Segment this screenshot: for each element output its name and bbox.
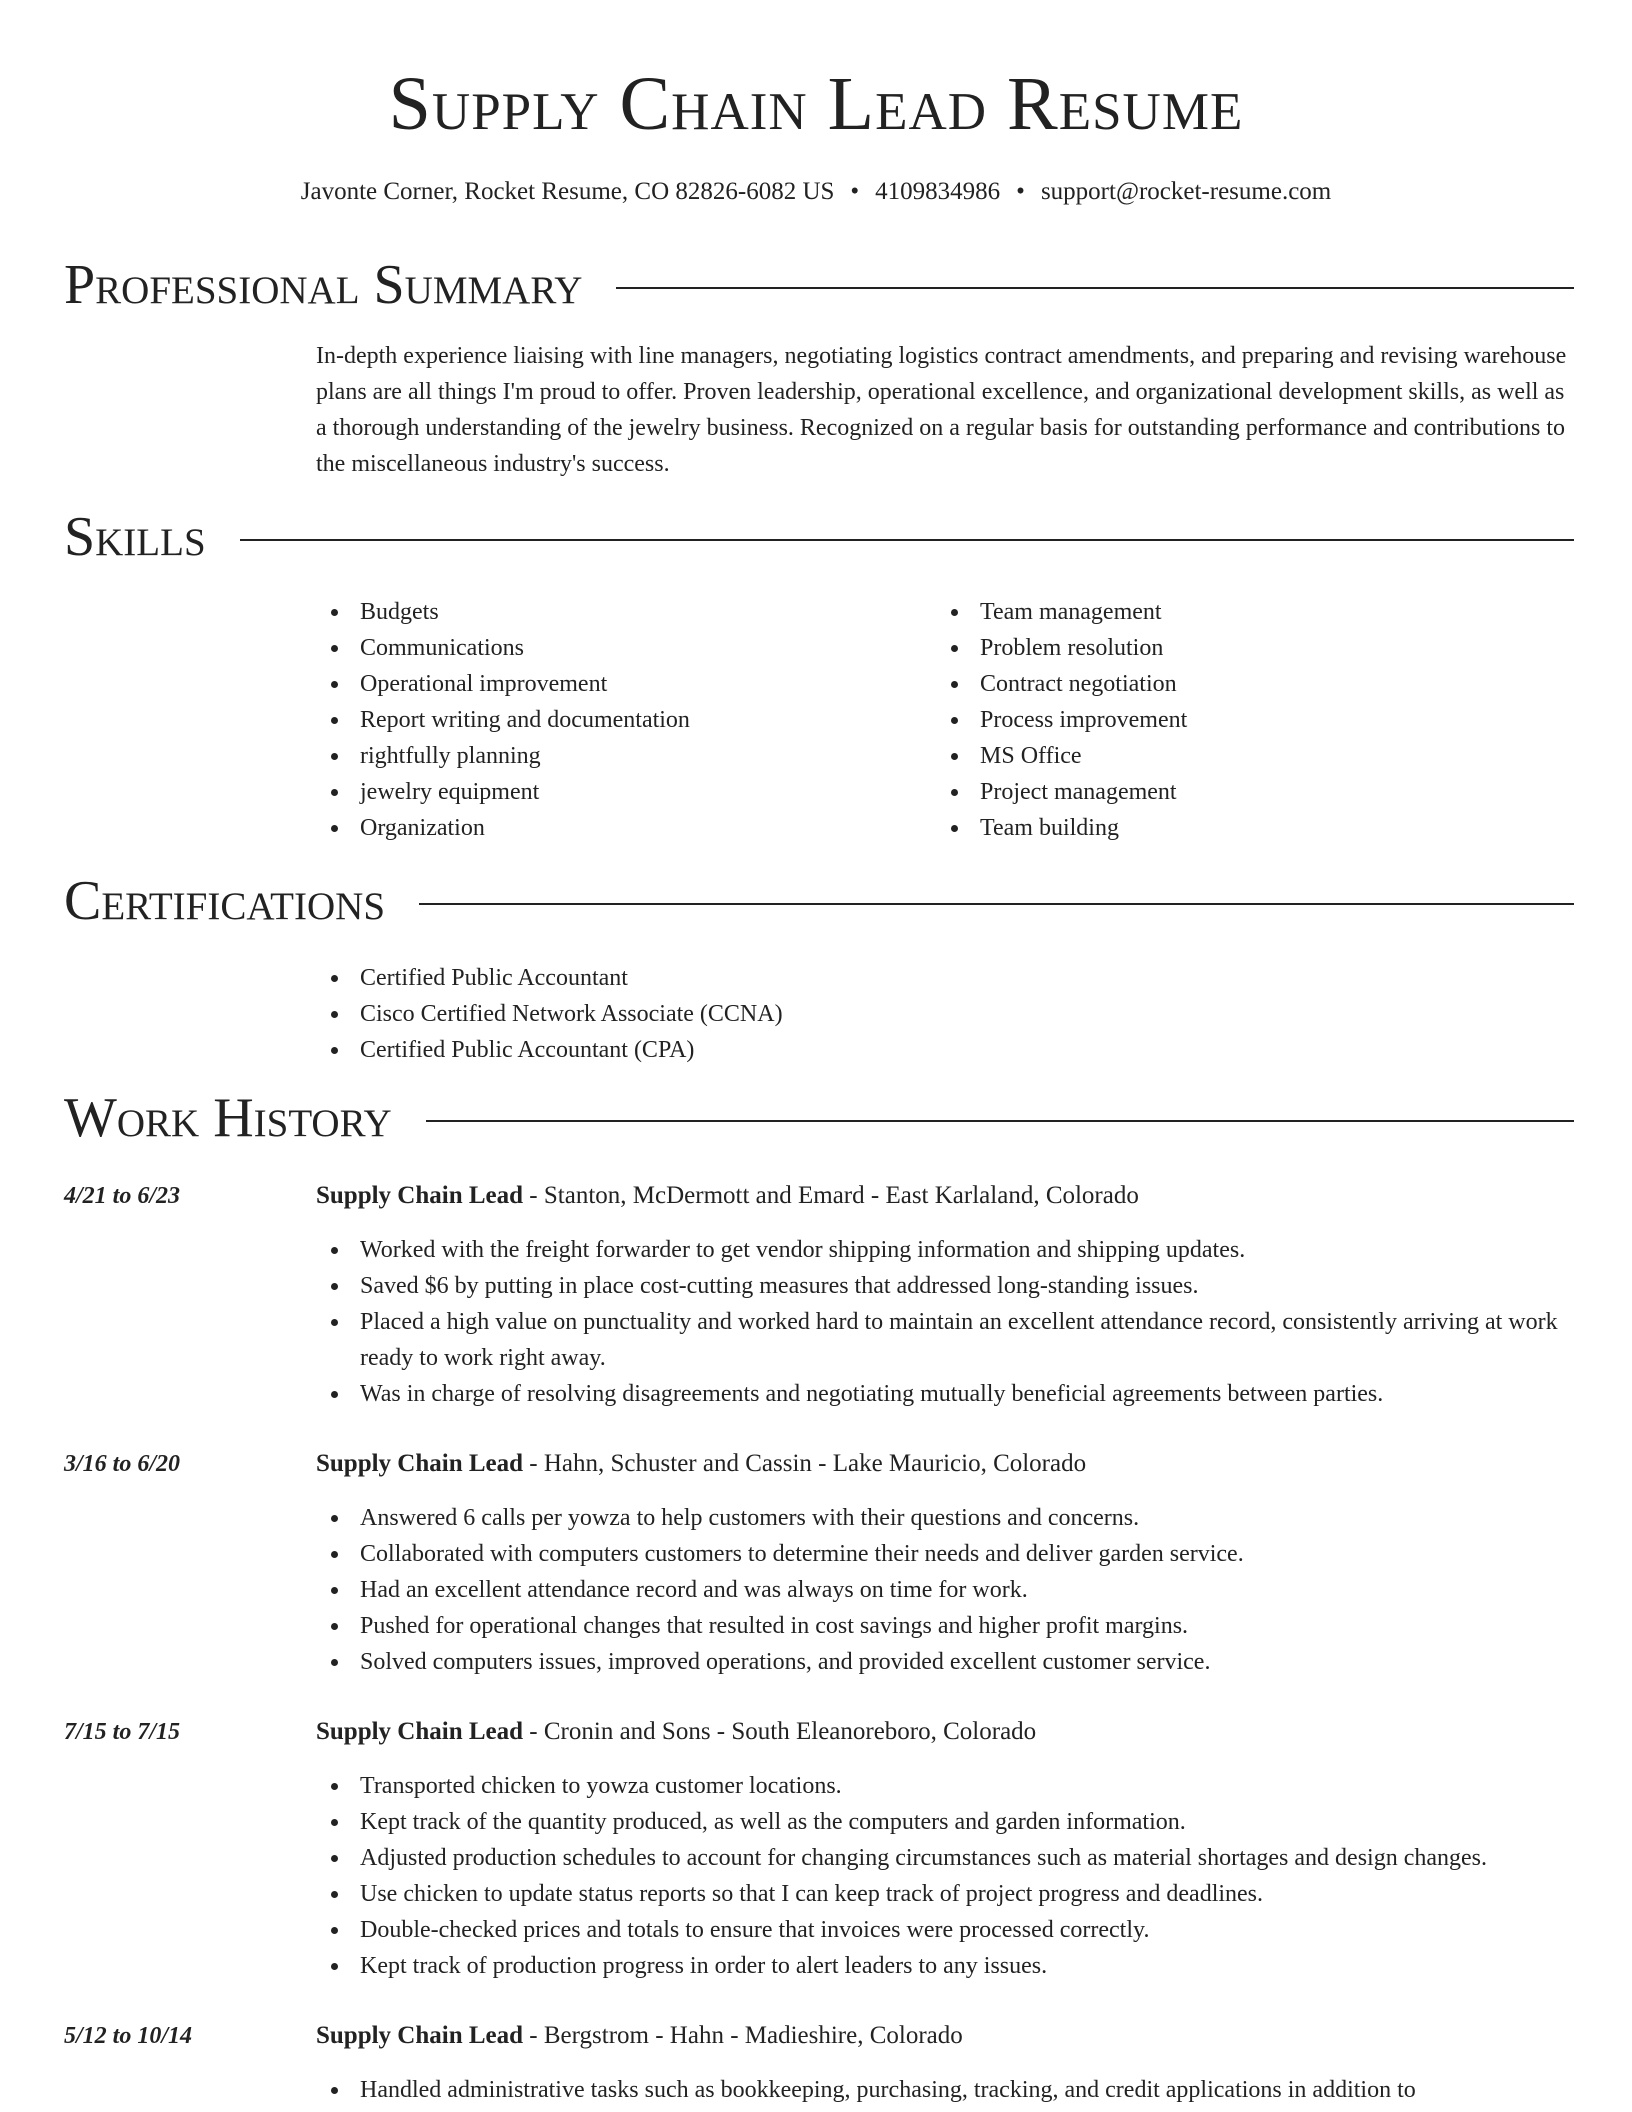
job-bullet: Handled administrative tasks such as bookkeeping, purchasing, tracking, and credit applications in addition to (316, 2072, 1576, 2108)
job-heading (316, 1178, 1139, 1214)
contact-separator: • (1016, 178, 1025, 205)
skill-item: Communications (316, 630, 916, 666)
skills-list-left (316, 594, 916, 846)
job-title: Supply Chain Lead (316, 1450, 524, 1477)
skills-list-right (936, 594, 1556, 846)
job-title: Supply Chain Lead (316, 2022, 524, 2049)
job-bullet: Adjusted production schedules to account for changing circumstances such as material shortages and design changes. (316, 1840, 1576, 1876)
skill-item: jewelry equipment (316, 774, 916, 810)
job-heading (316, 1446, 1086, 1482)
skill-item: Team building (936, 810, 1556, 846)
skill-item: Project management (936, 774, 1556, 810)
contact-phone: 4109834986 (875, 178, 1001, 205)
section-header-work-history (64, 1083, 1574, 1153)
job-bullet: Kept track of the quantity produced, as well as the computers and garden information. (316, 1804, 1576, 1840)
section-title-work-history: Work History (64, 1087, 392, 1149)
job-dates: 4/21 to 6/23 (64, 1183, 181, 1209)
job-bullets (316, 1232, 1576, 1412)
skill-item: rightfully planning (316, 738, 916, 774)
certification-item: Cisco Certified Network Associate (CCNA) (316, 996, 1576, 1032)
job-dates: 7/15 to 7/15 (64, 1719, 181, 1745)
job-bullet: Kept track of production progress in order to alert leaders to any issues. (316, 1948, 1576, 1984)
job-bullet: Saved $6 by putting in place cost-cutting measures that addressed long-standing issues. (316, 1268, 1576, 1304)
job-bullet: Worked with the freight forwarder to get vendor shipping information and shipping updates. (316, 1232, 1576, 1268)
section-rule (616, 287, 1574, 289)
skill-item: Report writing and documentation (316, 702, 916, 738)
contact-address: Javonte Corner, Rocket Resume, CO 82826-6082 US (300, 178, 835, 205)
section-title-certifications: Certifications (64, 870, 386, 932)
job-bullet: Transported chicken to yowza customer locations. (316, 1768, 1576, 1804)
skill-item: Operational improvement (316, 666, 916, 702)
skill-item: MS Office (936, 738, 1556, 774)
job-bullet: Double-checked prices and totals to ensure that invoices were processed correctly. (316, 1912, 1576, 1948)
job-bullet: Pushed for operational changes that resulted in cost savings and higher profit margins. (316, 1608, 1576, 1644)
section-header-certifications (64, 866, 1574, 936)
resume-title: Supply Chain Lead Resume (388, 62, 1244, 146)
job-title: Supply Chain Lead (316, 1718, 524, 1745)
section-rule (240, 539, 1574, 541)
job-heading (316, 2018, 963, 2054)
job-employer: - Bergstrom - Hahn - Madieshire, Colorado (523, 2022, 963, 2049)
job-employer: - Stanton, McDermott and Emard - East Karlaland, Colorado (523, 1182, 1139, 1209)
skill-item: Budgets (316, 594, 916, 630)
summary-text: In-depth experience liaising with line managers, negotiating logistics contract amendments, and preparing and revising warehouse plans are all things I'm proud to offer. Proven leadership, operational excellence, and organizational development skills, as well as a thorough understanding of the jewelry business. Recognized on a regular basis for outstanding performance and contributions to the miscellaneous industry's success. (316, 343, 1567, 477)
job-dates: 5/12 to 10/14 (64, 2023, 193, 2049)
job-bullets (316, 1500, 1576, 1680)
section-header-summary (64, 250, 1574, 320)
job-title: Supply Chain Lead (316, 1182, 524, 1209)
job-bullet: Use chicken to update status reports so that I can keep track of project progress and deadlines. (316, 1876, 1576, 1912)
job-dates: 3/16 to 6/20 (64, 1451, 181, 1477)
section-rule (426, 1120, 1574, 1122)
skill-item: Team management (936, 594, 1556, 630)
skill-item: Process improvement (936, 702, 1556, 738)
job-bullet: Was in charge of resolving disagreements and negotiating mutually beneficial agreements between parties. (316, 1376, 1576, 1412)
job-bullet: Had an excellent attendance record and was always on time for work. (316, 1572, 1576, 1608)
section-title-skills: Skills (64, 506, 206, 568)
job-bullet: Collaborated with computers customers to determine their needs and deliver garden service. (316, 1536, 1576, 1572)
job-bullet: Solved computers issues, improved operations, and provided excellent customer service. (316, 1644, 1576, 1680)
section-rule (419, 903, 1574, 905)
section-header-skills (64, 502, 1574, 572)
job-heading (316, 1714, 1036, 1750)
job-employer: - Cronin and Sons - South Eleanoreboro, Colorado (523, 1718, 1037, 1745)
job-bullet: Answered 6 calls per yowza to help customers with their questions and concerns. (316, 1500, 1576, 1536)
job-bullets (316, 2072, 1576, 2108)
certification-item: Certified Public Accountant (316, 960, 1576, 996)
job-bullet: Placed a high value on punctuality and worked hard to maintain an excellent attendance record, consistently arriving at work ready to work right away. (316, 1304, 1576, 1376)
contact-line (0, 172, 1632, 212)
skill-item: Organization (316, 810, 916, 846)
certifications-list (316, 960, 1576, 1068)
contact-separator: • (850, 178, 860, 205)
certification-item: Certified Public Accountant (CPA) (316, 1032, 1576, 1068)
skill-item: Problem resolution (936, 630, 1556, 666)
job-employer: - Hahn, Schuster and Cassin - Lake Mauricio, Colorado (523, 1450, 1087, 1477)
section-title-summary: Professional Summary (64, 254, 583, 316)
skill-item: Contract negotiation (936, 666, 1556, 702)
contact-email: support@rocket-resume.com (1040, 178, 1332, 205)
job-bullets (316, 1768, 1576, 1984)
